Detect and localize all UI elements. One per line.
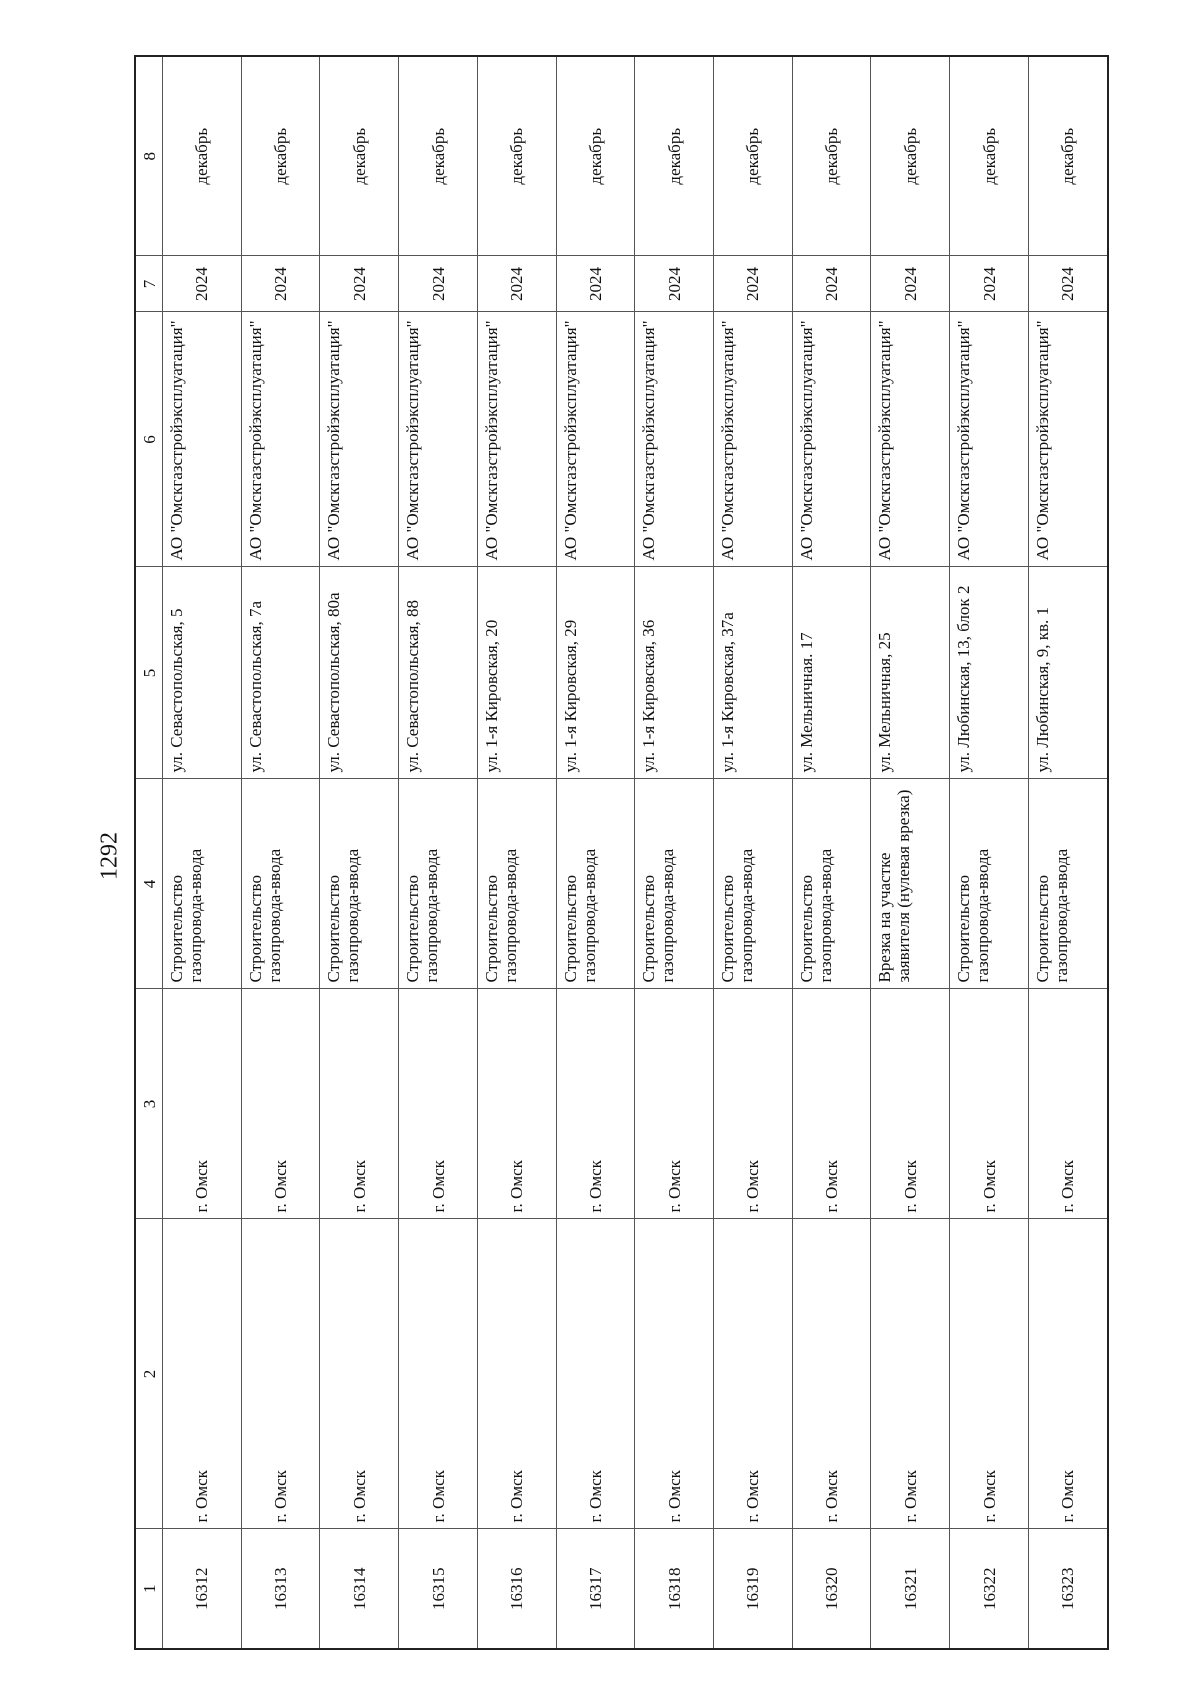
table-row <box>320 56 399 1649</box>
cell-month: декабрь <box>163 56 242 256</box>
cell-locality: г. Омск <box>950 989 1029 1219</box>
data-table <box>134 55 1109 1650</box>
cell-settlement: г. Омск <box>241 1219 320 1529</box>
cell-year: 2024 <box>320 256 399 312</box>
cell-locality: г. Омск <box>477 989 556 1219</box>
cell-year: 2024 <box>635 256 714 312</box>
cell-work-type: Строительство газопровода-ввода <box>556 779 635 989</box>
row-number: 16320 <box>792 1529 871 1649</box>
cell-locality: г. Омск <box>1028 989 1108 1219</box>
cell-locality: г. Омск <box>241 989 320 1219</box>
row-number: 16317 <box>556 1529 635 1649</box>
table-row <box>792 56 871 1649</box>
cell-month: декабрь <box>320 56 399 256</box>
cell-locality: г. Омск <box>792 989 871 1219</box>
cell-year: 2024 <box>399 256 478 312</box>
cell-address: ул. Мельничная, 25 <box>871 567 950 779</box>
cell-address: ул. Любинская, 13, блок 2 <box>950 567 1029 779</box>
table-body <box>163 56 1109 1649</box>
cell-organization: АО "Омскгазстройэксплуатация" <box>399 312 478 567</box>
row-number: 16318 <box>635 1529 714 1649</box>
cell-month: декабрь <box>556 56 635 256</box>
cell-address: ул. 1-я Кировская, 36 <box>635 567 714 779</box>
cell-settlement: г. Омск <box>792 1219 871 1529</box>
table-row <box>871 56 950 1649</box>
cell-settlement: г. Омск <box>950 1219 1029 1529</box>
cell-settlement: г. Омск <box>477 1219 556 1529</box>
cell-year: 2024 <box>241 256 320 312</box>
cell-month: декабрь <box>241 56 320 256</box>
cell-year: 2024 <box>871 256 950 312</box>
cell-address: ул. 1-я Кировская, 37а <box>714 567 793 779</box>
row-number: 16322 <box>950 1529 1029 1649</box>
table-row <box>635 56 714 1649</box>
table-row <box>556 56 635 1649</box>
cell-organization: АО "Омскгазстройэксплуатация" <box>635 312 714 567</box>
cell-work-type: Строительство газопровода-ввода <box>635 779 714 989</box>
cell-work-type: Строительство газопровода-ввода <box>320 779 399 989</box>
row-number: 16313 <box>241 1529 320 1649</box>
cell-month: декабрь <box>399 56 478 256</box>
cell-organization: АО "Омскгазстройэксплуатация" <box>871 312 950 567</box>
cell-address: ул. Мельничная. 17 <box>792 567 871 779</box>
row-number: 16323 <box>1028 1529 1108 1649</box>
cell-address: ул. Любинская, 9, кв. 1 <box>1028 567 1108 779</box>
cell-locality: г. Омск <box>163 989 242 1219</box>
cell-locality: г. Омск <box>556 989 635 1219</box>
cell-month: декабрь <box>1028 56 1108 256</box>
table-row <box>163 56 242 1649</box>
cell-month: декабрь <box>635 56 714 256</box>
cell-organization: АО "Омскгазстройэксплуатация" <box>163 312 242 567</box>
column-header-5: 5 <box>135 567 163 779</box>
cell-organization: АО "Омскгазстройэксплуатация" <box>1028 312 1108 567</box>
row-number: 16316 <box>477 1529 556 1649</box>
cell-address: ул. 1-я Кировская, 20 <box>477 567 556 779</box>
cell-organization: АО "Омскгазстройэксплуатация" <box>792 312 871 567</box>
cell-organization: АО "Омскгазстройэксплуатация" <box>556 312 635 567</box>
column-header-3: 3 <box>135 989 163 1219</box>
column-header-2: 2 <box>135 1219 163 1529</box>
cell-organization: АО "Омскгазстройэксплуатация" <box>950 312 1029 567</box>
cell-month: декабрь <box>714 56 793 256</box>
cell-work-type: Строительство газопровода-ввода <box>792 779 871 989</box>
cell-locality: г. Омск <box>320 989 399 1219</box>
cell-settlement: г. Омск <box>635 1219 714 1529</box>
cell-work-type: Строительство газопровода-ввода <box>241 779 320 989</box>
cell-work-type: Врезка на участке заявителя (нулевая врезка) <box>871 779 950 989</box>
cell-settlement: г. Омск <box>871 1219 950 1529</box>
cell-settlement: г. Омск <box>320 1219 399 1529</box>
cell-month: декабрь <box>950 56 1029 256</box>
table-row <box>241 56 320 1649</box>
cell-work-type: Строительство газопровода-ввода <box>950 779 1029 989</box>
cell-year: 2024 <box>556 256 635 312</box>
cell-locality: г. Омск <box>635 989 714 1219</box>
cell-work-type: Строительство газопровода-ввода <box>163 779 242 989</box>
cell-year: 2024 <box>163 256 242 312</box>
table-row <box>714 56 793 1649</box>
cell-month: декабрь <box>792 56 871 256</box>
cell-work-type: Строительство газопровода-ввода <box>477 779 556 989</box>
row-number: 16321 <box>871 1529 950 1649</box>
page-number <box>92 826 128 886</box>
row-number: 16315 <box>399 1529 478 1649</box>
column-header-8: 8 <box>135 56 163 256</box>
cell-address: ул. Севастопольская, 7а <box>241 567 320 779</box>
table-row <box>477 56 556 1649</box>
cell-month: декабрь <box>871 56 950 256</box>
cell-locality: г. Омск <box>714 989 793 1219</box>
cell-settlement: г. Омск <box>556 1219 635 1529</box>
cell-address: ул. 1-я Кировская, 29 <box>556 567 635 779</box>
header-row <box>135 56 163 1649</box>
cell-year: 2024 <box>1028 256 1108 312</box>
column-header-4: 4 <box>135 779 163 989</box>
row-number: 16314 <box>320 1529 399 1649</box>
cell-organization: АО "Омскгазстройэксплуатация" <box>714 312 793 567</box>
cell-locality: г. Омск <box>871 989 950 1219</box>
cell-work-type: Строительство газопровода-ввода <box>1028 779 1108 989</box>
cell-settlement: г. Омск <box>714 1219 793 1529</box>
row-number: 16319 <box>714 1529 793 1649</box>
table-row <box>1028 56 1108 1649</box>
cell-year: 2024 <box>714 256 793 312</box>
column-header-7: 7 <box>135 256 163 312</box>
cell-settlement: г. Омск <box>399 1219 478 1529</box>
cell-settlement: г. Омск <box>1028 1219 1108 1529</box>
table-row <box>399 56 478 1649</box>
rotated-table-container <box>134 57 1109 1650</box>
cell-organization: АО "Омскгазстройэксплуатация" <box>477 312 556 567</box>
column-header-6: 6 <box>135 312 163 567</box>
cell-address: ул. Севастопольская, 80а <box>320 567 399 779</box>
cell-address: ул. Севастопольская, 5 <box>163 567 242 779</box>
cell-settlement: г. Омск <box>163 1219 242 1529</box>
cell-work-type: Строительство газопровода-ввода <box>714 779 793 989</box>
cell-work-type: Строительство газопровода-ввода <box>399 779 478 989</box>
cell-month: декабрь <box>477 56 556 256</box>
cell-year: 2024 <box>950 256 1029 312</box>
row-number: 16312 <box>163 1529 242 1649</box>
cell-locality: г. Омск <box>399 989 478 1219</box>
table-row <box>950 56 1029 1649</box>
page-number-text: 1292 <box>96 832 123 880</box>
cell-year: 2024 <box>477 256 556 312</box>
cell-year: 2024 <box>792 256 871 312</box>
column-header-1: 1 <box>135 1529 163 1649</box>
cell-address: ул. Севастопольская, 88 <box>399 567 478 779</box>
cell-organization: АО "Омскгазстройэксплуатация" <box>241 312 320 567</box>
cell-organization: АО "Омскгазстройэксплуатация" <box>320 312 399 567</box>
